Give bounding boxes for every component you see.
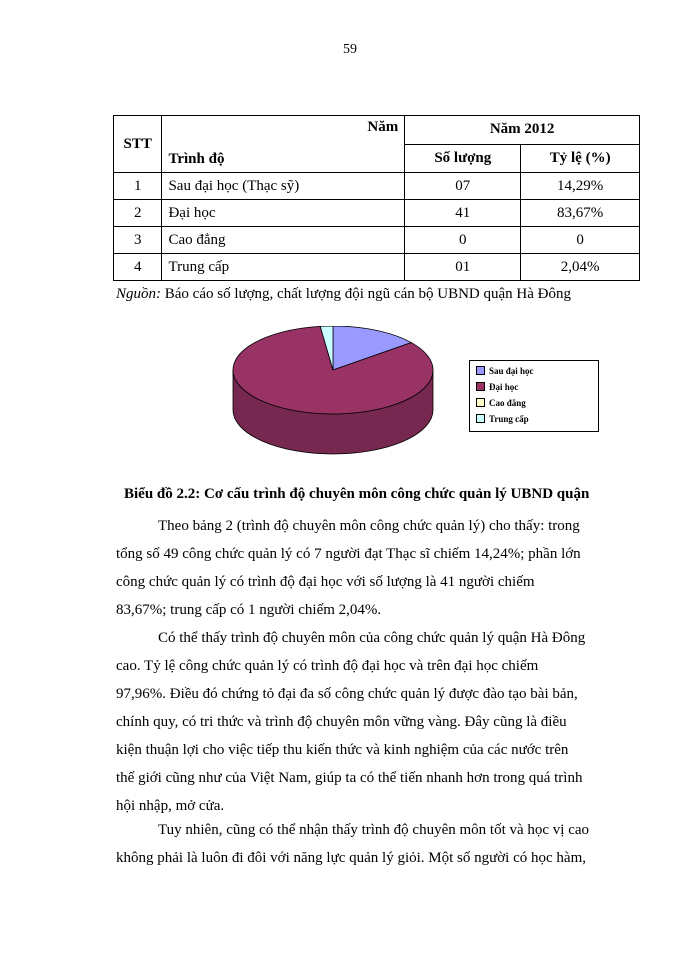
cell-stt: 4 (114, 254, 162, 281)
header-stt: STT (114, 116, 162, 173)
cell-ratio: 14,29% (521, 173, 640, 200)
table-row (114, 200, 640, 227)
table-row (114, 227, 640, 254)
paragraph-line: cao. Tỷ lệ công chức quản lý có trình độ đại học và trên đại học chiếm (116, 658, 539, 674)
cell-ratio: 2,04% (521, 254, 640, 281)
paragraph-line: chính quy, có tri thức và trình độ chuyên môn vững vàng. Đây cũng là điều (116, 714, 567, 730)
cell-count: 07 (405, 173, 521, 200)
cell-level: Cao đẳng (162, 227, 405, 254)
legend-swatch (476, 414, 485, 423)
page-number: 59 (343, 42, 357, 57)
legend-label: Đại học (489, 381, 519, 392)
paragraph-line: công chức quản lý có trình độ đại học với số lượng là 41 người chiếm (116, 574, 535, 590)
pie-chart (225, 326, 441, 456)
legend-label: Trung cấp (489, 413, 529, 424)
header-count: Số lượng (405, 144, 521, 173)
paragraph-line: 97,96%. Điều đó chứng tỏ đại đa số công chức quản lý được đào tạo bài bản, (116, 686, 578, 702)
paragraph (116, 816, 640, 872)
legend-label: Cao đẳng (489, 397, 526, 408)
legend-item (476, 364, 598, 377)
legend-label: Sau đại học (489, 365, 534, 376)
cell-level: Trung cấp (162, 254, 405, 281)
table-source (116, 286, 571, 303)
paragraph-line: tổng số 49 công chức quản lý có 7 người đạt Thạc sĩ chiếm 14,24%; phần lớn (116, 546, 581, 562)
legend-swatch (476, 366, 485, 375)
pie-chart-top (233, 326, 433, 414)
table-row (114, 254, 640, 281)
paragraph-line: Tuy nhiên, cũng có thể nhận thấy trình độ chuyên môn tốt và học vị cao (158, 822, 590, 838)
paragraph (116, 512, 640, 624)
header-level: Trình độ (168, 151, 225, 167)
cell-ratio: 0 (521, 227, 640, 254)
cell-count: 01 (405, 254, 521, 281)
header-ratio: Tỷ lệ (%) (521, 144, 640, 173)
cell-stt: 1 (114, 173, 162, 200)
header-year-value: Năm 2012 (405, 116, 640, 145)
legend-item (476, 380, 598, 393)
qualification-table (113, 115, 640, 281)
legend-swatch (476, 382, 485, 391)
legend-swatch (476, 398, 485, 407)
paragraph-line: hội nhập, mở cửa. (116, 798, 225, 814)
paragraph-line: kiện thuận lợi cho việc tiếp thu kiến thức và kinh nghiệm của các nước trên (116, 742, 569, 758)
paragraph-line: Theo bảng 2 (trình độ chuyên môn công chức quản lý) cho thấy: trong (158, 518, 580, 534)
cell-count: 0 (405, 227, 521, 254)
source-label: Nguồn: (116, 286, 161, 302)
paragraph-line: Có thể thấy trình độ chuyên môn của công chức quản lý quận Hà Đông (158, 630, 586, 646)
cell-stt: 3 (114, 227, 162, 254)
paragraph-line: thế giới cũng như của Việt Nam, giúp ta có thể tiến nhanh hơn trong quá trình (116, 770, 583, 786)
paragraph-line: không phải là luôn đi đôi với năng lực quản lý giỏi. Một số người có học hàm, (116, 850, 586, 866)
cell-stt: 2 (114, 200, 162, 227)
chart-legend (469, 360, 599, 432)
cell-level: Đại học (162, 200, 405, 227)
paragraph (116, 624, 640, 820)
header-diagonal-cell (162, 116, 405, 173)
legend-item (476, 396, 598, 409)
cell-count: 41 (405, 200, 521, 227)
header-year-label: Năm (367, 119, 399, 135)
cell-level: Sau đại học (Thạc sỹ) (162, 173, 405, 200)
table-row (114, 173, 640, 200)
source-text: Báo cáo số lượng, chất lượng đội ngũ cán bộ UBND quận Hà Đông (161, 286, 571, 302)
paragraph-line: 83,67%; trung cấp có 1 người chiếm 2,04%. (116, 602, 382, 618)
chart-caption: Biểu đồ 2.2: Cơ cấu trình độ chuyên môn công chức quản lý UBND quận (124, 486, 590, 502)
cell-ratio: 83,67% (521, 200, 640, 227)
legend-item (476, 412, 598, 425)
